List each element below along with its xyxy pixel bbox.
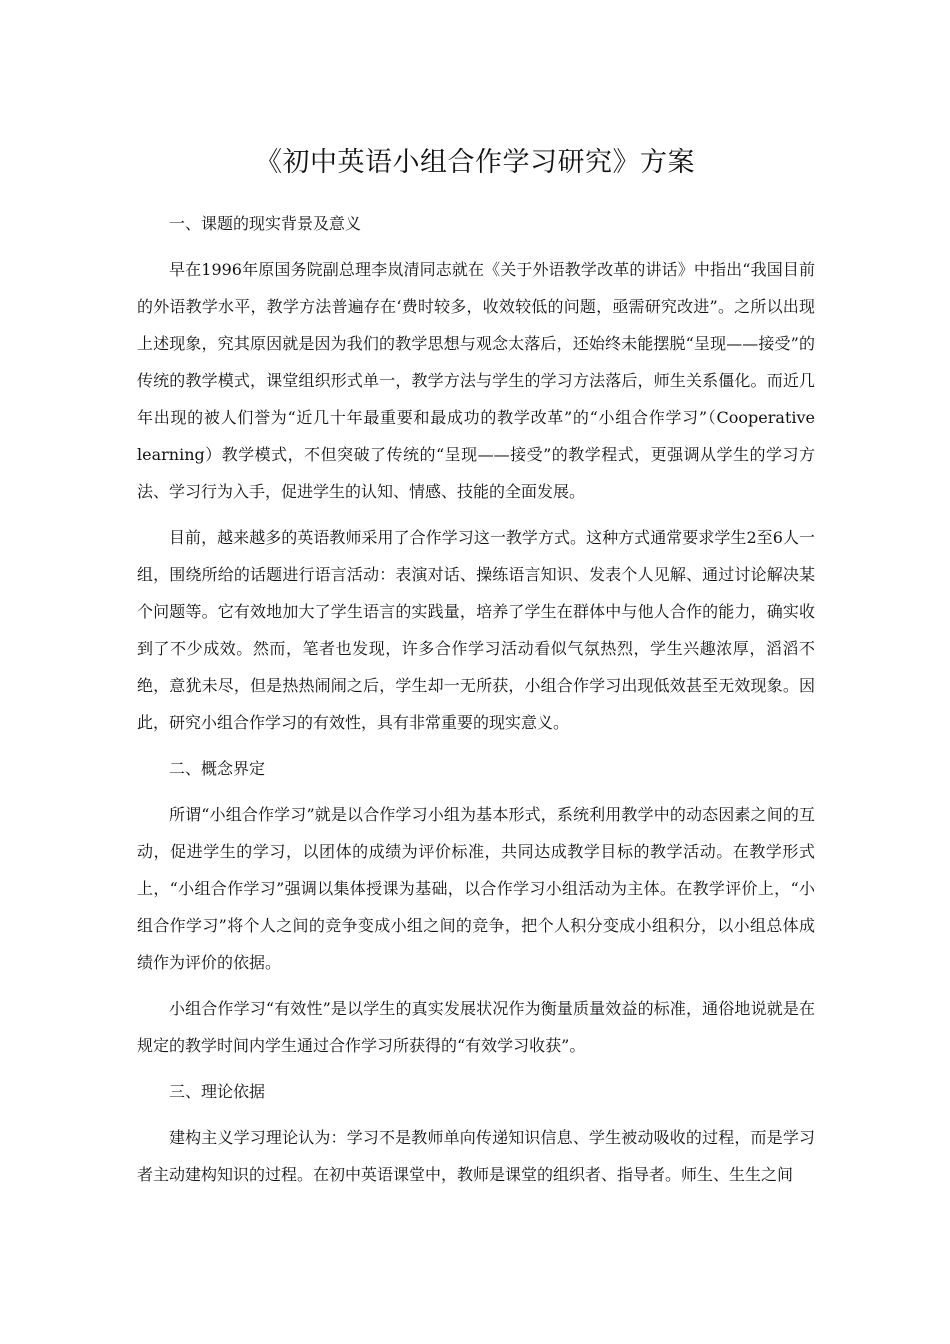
section-heading-background: 一、课题的现实背景及意义 [169,214,362,233]
document-body [137,205,815,1202]
paragraph-definition-2: 小组合作学习“有效性”是以学生的真实发展状况作为衡量质量效益的标准，通俗地说就是在规定的教学时间内学生通过合作学习所获得的“有效学习收获”。 [137,999,815,1055]
paragraph-background-2: 目前，越来越多的英语教师采用了合作学习这一教学方式。这种方式通常要求学生2至6人一组，围绕所给的话题进行语言活动：表演对话、操练语言知识、发表个人见解、通过讨论解决某个问题等。它有效地加大了学生语言的实践量，培养了学生在群体中与他人合作的能力，确实收到了不少成效。然而，笔者也发现，许多合作学习活动看似气氛热烈，学生兴趣浓厚，滔滔不绝，意犹未尽，但是热热闹闹之后，学生却一无所获，小组合作学习出现低效甚至无效现象。因此，研究小组合作学习的有效性，具有非常重要的现实意义。 [137,528,815,732]
paragraph-theory-1: 建构主义学习理论认为：学习不是教师单向传递知识信息、学生被动吸收的过程，而是学习者主动建构知识的过程。在初中英语课堂中，教师是课堂的组织者、指导者。师生、生生之间 [137,1128,815,1184]
paragraph-background-1: 早在1996年原国务院副总理李岚清同志就在《关于外语教学改革的讲话》中指出“我国目前的外语教学水平，教学方法普遍存在‘费时较多，收效较低的问题，亟需研究改进”。之所以出现上述现象，究其原因就是因为我们的教学思想与观念太落后，还始终未能摆脱“呈现——接受”的传统的教学模式，课堂组织形式单一，教学方法与学生的学习方法落后，师生关系僵化。而近几年出现的被人们誉为“近几十年最重要和最成功的教学改革”的“小组合作学习”（Cooperative learning）教学模式，不但突破了传统的“呈现——接受”的教学程式，更强调从学生的学习方法、学习行为入手，促进学生的认知、情感、技能的全面发展。 [137,260,815,501]
section-heading-theory: 三、理论依据 [169,1082,266,1101]
paragraph-definition-1: 所谓“小组合作学习”就是以合作学习小组为基本形式，系统利用教学中的动态因素之间的互动，促进学生的学习，以团体的成绩为评价标准，共同达成教学目标的教学活动。在教学形式上，“小组合作学习”强调以集体授课为基础，以合作学习小组活动为主体。在教学评价上，“小组合作学习”将个人之间的竞争变成小组之间的竞争，把个人积分变成小组积分，以小组总体成绩作为评价的依据。 [137,805,815,972]
section-heading-definition: 二、概念界定 [169,759,266,778]
document-title: 《初中英语小组合作学习研究》方案 [255,147,695,178]
